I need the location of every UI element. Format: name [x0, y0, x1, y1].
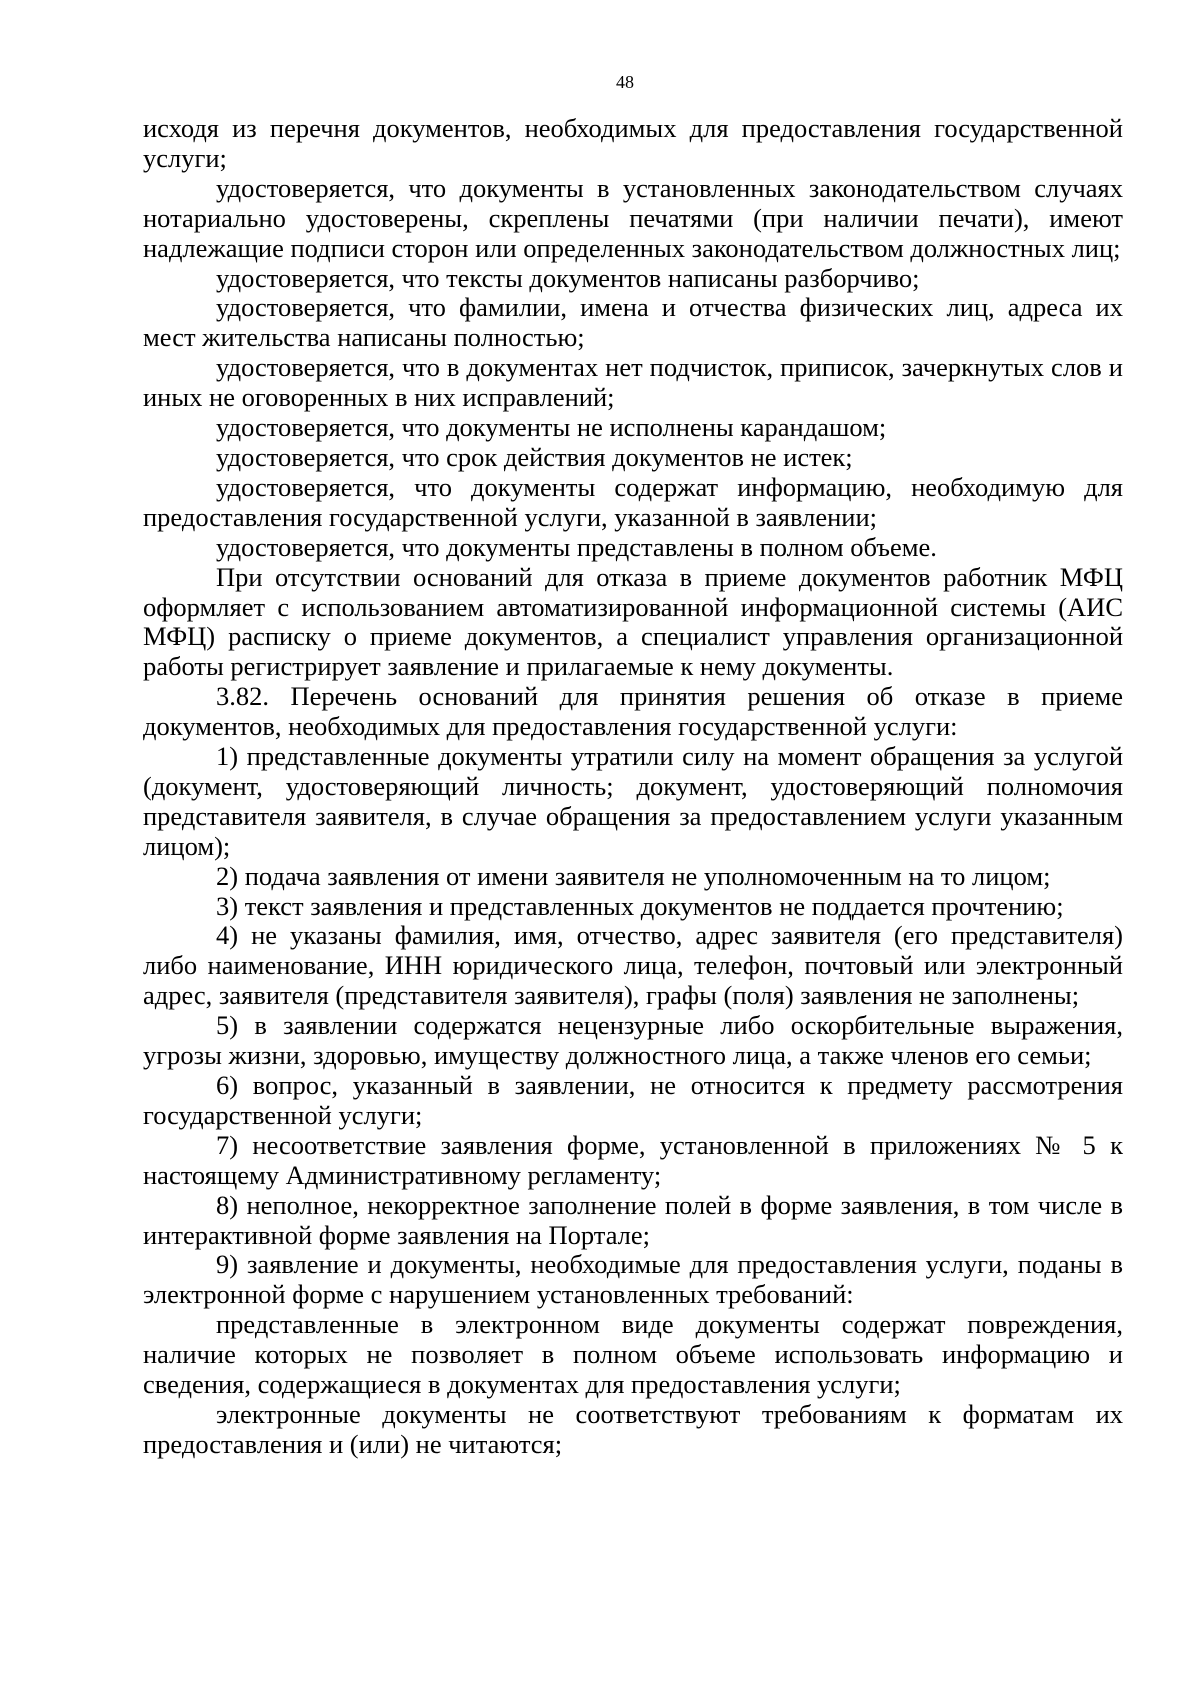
paragraph-section-3-82: 3.82. Перечень оснований для принятия решения об отказе в приеме документов, необходимых для предоставления государственной услуги:	[143, 681, 1123, 742]
paragraph-completeness-check: удостоверяется, что документы представлены в полном объеме.	[216, 531, 937, 562]
sub-item-format-mismatch: электронные документы не соответствуют требованиям к форматам их предоставления и (или) не читаются;	[143, 1398, 1123, 1459]
list-item-2: 2) подача заявления от имени заявителя не уполномоченным на то лицом;	[216, 860, 1051, 891]
paragraph-names-check: удостоверяется, что фамилии, имена и отчества физических лиц, адреса их мест жительства написаны полностью;	[143, 292, 1123, 353]
page-number: 48	[616, 72, 634, 92]
paragraph-legibility-check: удостоверяется, что тексты документов написаны разборчиво;	[216, 262, 920, 293]
list-item-3: 3) текст заявления и представленных документов не поддается прочтению;	[216, 890, 1064, 921]
paragraph-corrections-check: удостоверяется, что в документах нет подчисток, приписок, зачеркнутых слов и иных не оговоренных в них исправлений;	[143, 352, 1123, 413]
list-item-9: 9) заявление и документы, необходимые для предоставления услуги, поданы в электронной форме с нарушением установленных требований:	[143, 1249, 1123, 1310]
paragraph-continuation: исходя из перечня документов, необходимых для предоставления государственной услуги;	[143, 113, 1123, 173]
list-item-4: 4) не указаны фамилия, имя, отчество, адрес заявителя (его представителя) либо наименование, ИНН юридического лица, телефон, почтовый или электронный адрес, заявителя (представителя заявителя), графы (поля) заявления не заполнены;	[143, 920, 1123, 1011]
sub-item-damaged-documents: представленные в электронном виде документы содержат повреждения, наличие которых не позволяет в полном объеме использовать информацию и сведения, содержащиеся в документах для предоставления услуги;	[143, 1309, 1123, 1400]
list-item-8: 8) неполное, некорректное заполнение полей в форме заявления, в том числе в интерактивной форме заявления на Портале;	[143, 1189, 1123, 1250]
list-item-7: 7) несоответствие заявления форме, установленной в приложениях № 5 к настоящему Административному регламенту;	[143, 1129, 1123, 1190]
paragraph-receipt: При отсутствии оснований для отказа в приеме документов работник МФЦ оформляет с использованием автоматизированной информационной системы (АИС МФЦ) расписку о приеме документов, а специалист управления организационной работы регистрирует заявление и прилагаемые к нему документы.	[143, 561, 1123, 682]
list-item-1: 1) представленные документы утратили силу на момент обращения за услугой (документ, удостоверяющий личность; документ, удостоверяющий полномочия представителя заявителя, в случае обращения за предоставлением услуги указанным лицом);	[143, 741, 1123, 861]
document-body	[143, 114, 1123, 1460]
paragraph-notary-check: удостоверяется, что документы в установленных законодательством случаях нотариально удостоверены, скреплены печатями (при наличии печати), имеют надлежащие подписи сторон или определенных законодательством должностных лиц;	[143, 172, 1123, 263]
list-item-5: 5) в заявлении содержатся нецензурные либо оскорбительные выражения, угрозы жизни, здоровью, имуществу должностного лица, а также членов его семьи;	[143, 1010, 1123, 1071]
list-item-6: 6) вопрос, указанный в заявлении, не относится к предмету рассмотрения государственной услуги;	[143, 1070, 1123, 1130]
paragraph-pencil-check: удостоверяется, что документы не исполнены карандашом;	[216, 412, 887, 443]
paragraph-information-check: удостоверяется, что документы содержат информацию, необходимую для предоставления государственной услуги, указанной в заявлении;	[143, 471, 1123, 532]
paragraph-validity-check: удостоверяется, что срок действия документов не истек;	[216, 441, 853, 472]
